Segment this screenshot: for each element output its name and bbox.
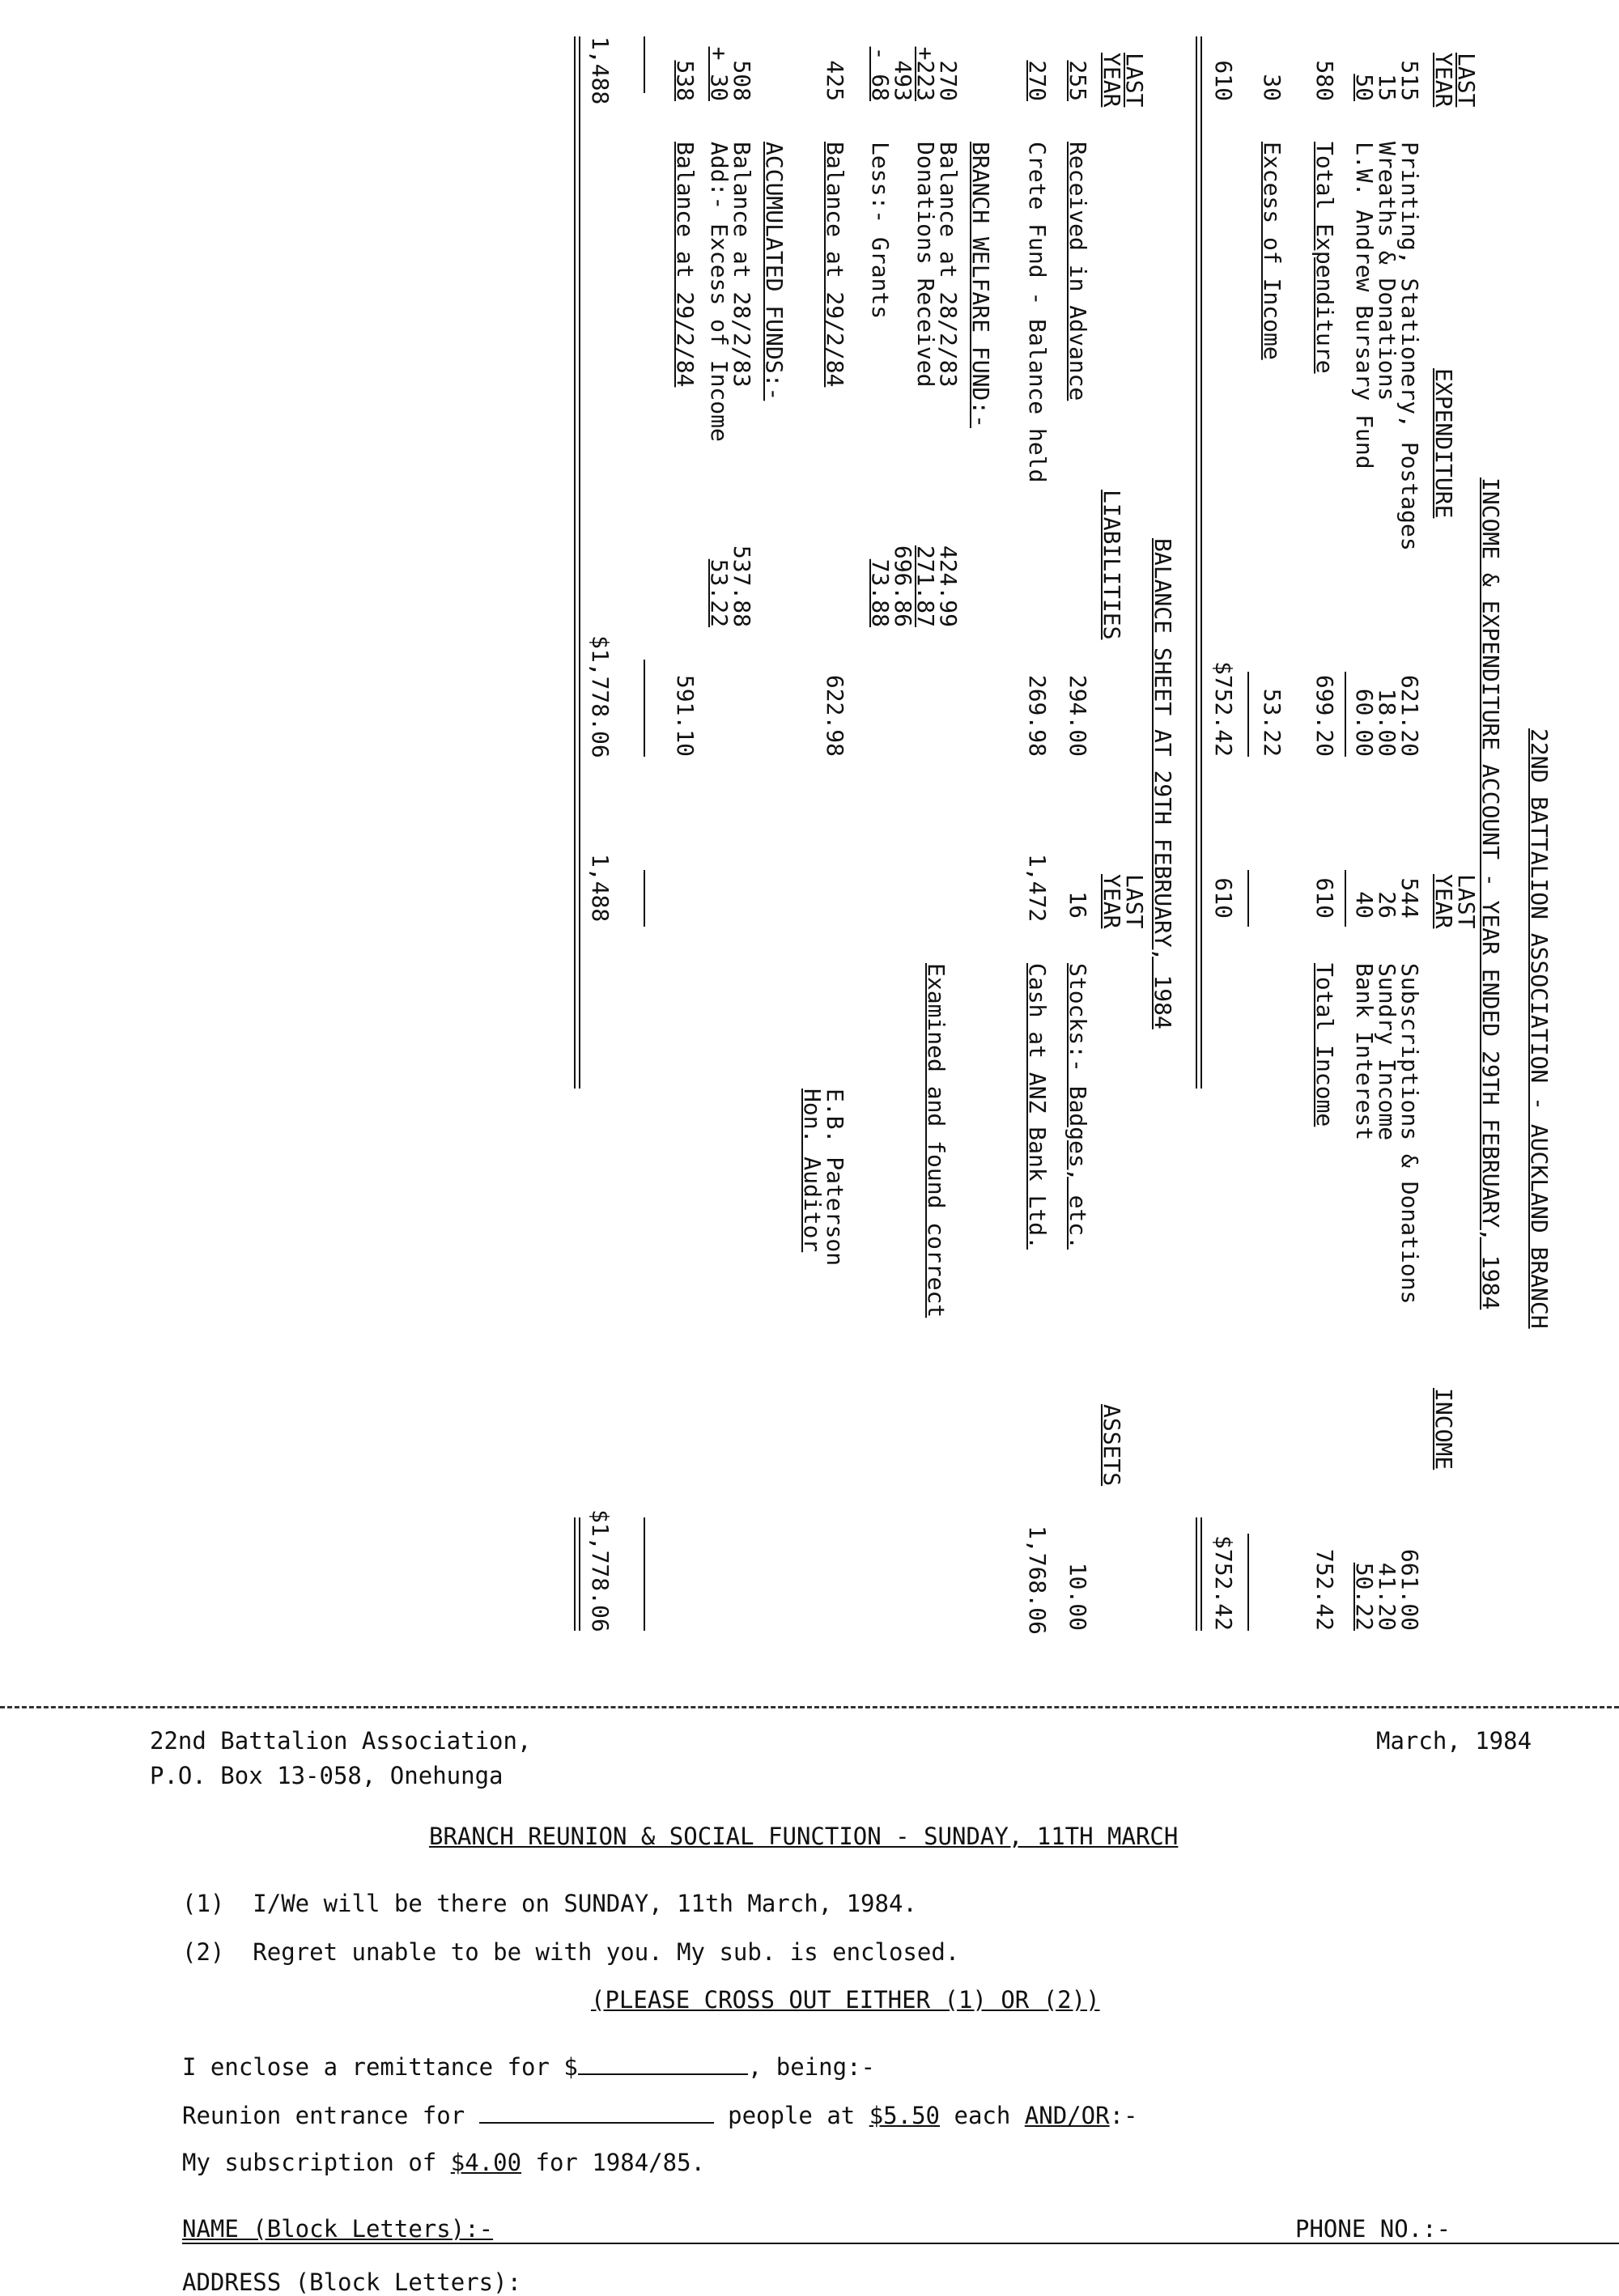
- crete-amount: 269.98: [1024, 674, 1051, 757]
- form-date: March, 1984: [1376, 1727, 1532, 1755]
- examined-text: Examined and found correct: [923, 963, 950, 1318]
- total-liab-last: 1,488: [587, 36, 614, 105]
- expenditure-amount: 60.00: [1351, 688, 1378, 757]
- stocks-label: Stocks:- Badges, etc.: [1064, 963, 1091, 1250]
- income-last: 544: [1396, 877, 1423, 919]
- cash-label: Cash at ANZ Bank Ltd.: [1024, 963, 1051, 1250]
- total-expenditure-amount: 699.20: [1311, 674, 1338, 757]
- remittance-suffix: , being:-: [747, 2053, 876, 2081]
- total-rule: [644, 36, 645, 93]
- accum-balance-amount: 591.10: [672, 674, 699, 757]
- welfare-last: - 68: [867, 46, 894, 101]
- entrance-line: [182, 2103, 1137, 2127]
- income-amount: 661.00: [1396, 1548, 1423, 1631]
- entrance-label: Reunion entrance for: [182, 2102, 479, 2129]
- total-expenditure-label: Total Expenditure: [1311, 142, 1338, 374]
- cash-amount: 1,768.06: [1024, 1526, 1051, 1635]
- welfare-sub: 424.99: [935, 545, 962, 627]
- welfare-heading: BRANCH WELFARE FUND:-: [967, 142, 994, 429]
- last-year-label: LAST: [1121, 53, 1148, 108]
- income-last: 26: [1374, 891, 1400, 919]
- grand-right-amount: $752.42: [1210, 1534, 1237, 1631]
- section-rule: [579, 36, 580, 1089]
- phone-label: PHONE NO.:-: [1295, 2215, 1451, 2243]
- accum-sub: 53.22: [706, 558, 733, 627]
- accum-label: Balance at 28/2/83: [729, 142, 755, 388]
- total-income-amount: 752.42: [1311, 1548, 1338, 1631]
- subtotal-rule: [1345, 672, 1346, 757]
- cut-line: [0, 1706, 1619, 1708]
- remittance-amount-field[interactable]: [578, 2054, 748, 2075]
- subscription-label: My subscription of: [182, 2149, 451, 2176]
- section-rule: [1196, 36, 1197, 1089]
- grand-right-last: 610: [1210, 877, 1237, 919]
- total-expenditure-last: 580: [1311, 60, 1338, 101]
- income-amount: 50.22: [1351, 1562, 1378, 1631]
- cross-out-note: (PLEASE CROSS OUT EITHER (1) OR (2)): [591, 1986, 1100, 2014]
- section-rule: [574, 36, 576, 1089]
- remittance-line: [182, 2053, 876, 2081]
- balance-sheet-title: BALANCE SHEET AT 29TH FEBRUARY, 1984: [1149, 538, 1176, 1029]
- accum-last: + 30: [706, 46, 733, 101]
- welfare-balance-label: Balance at 29/2/84: [822, 142, 848, 388]
- last-year-label: YEAR: [1098, 874, 1125, 929]
- assets-heading: ASSETS: [1098, 1404, 1125, 1487]
- total-rule: [1247, 870, 1249, 927]
- excess-last: 30: [1259, 74, 1285, 101]
- entrance-price: $5.50: [869, 2102, 941, 2129]
- cash-last: 1,472: [1024, 854, 1051, 923]
- expenditure-last: 515: [1396, 60, 1423, 101]
- section-rule: [579, 1517, 580, 1631]
- grand-left-last: 610: [1210, 60, 1237, 101]
- and-or-label: AND/OR: [1024, 2102, 1110, 2129]
- last-year-label: LAST: [1121, 874, 1148, 929]
- accum-sub: 537.88: [729, 545, 755, 627]
- welfare-label: Less:- Grants: [867, 142, 894, 320]
- accum-balance-label: Balance at 29/2/84: [672, 142, 699, 388]
- last-year-label: LAST: [1453, 53, 1480, 108]
- expenditure-heading: EXPENDITURE: [1430, 368, 1457, 519]
- grand-left-amount: $752.42: [1210, 660, 1237, 757]
- advance-last: 255: [1064, 60, 1091, 101]
- section-rule: [1196, 1517, 1197, 1631]
- advance-amount: 294.00: [1064, 674, 1091, 757]
- org-name: 22nd Battalion Association,: [150, 1727, 532, 1755]
- financial-statements: [12, 36, 1553, 1695]
- welfare-sub: 271.87: [912, 545, 939, 627]
- subscription-line: [182, 2151, 705, 2174]
- accum-heading: ACCUMULATED FUNDS:-: [761, 142, 788, 401]
- welfare-last: +223: [912, 46, 939, 101]
- liabilities-heading: LIABILITIES: [1098, 490, 1125, 640]
- crete-label: Crete Fund - Balance held: [1024, 142, 1051, 483]
- welfare-label: Balance at 28/2/83: [935, 142, 962, 388]
- total-rule: [1247, 672, 1249, 757]
- function-title: BRANCH REUNION & SOCIAL FUNCTION - SUNDAY, 11TH MARCH: [429, 1823, 1179, 1850]
- name-field[interactable]: [182, 2243, 1619, 2244]
- option-2[interactable]: (2) Regret unable to be with you. My sub. is enclosed.: [182, 1938, 960, 1966]
- accum-last: 508: [729, 60, 755, 101]
- welfare-sub: 696.86: [890, 545, 916, 627]
- expenditure-last: 15: [1374, 74, 1400, 101]
- people-count-field[interactable]: [479, 2103, 714, 2124]
- last-year-label: LAST: [1453, 874, 1480, 929]
- address-label: ADDRESS (Block Letters):: [182, 2268, 522, 2296]
- income-amount: 41.20: [1374, 1562, 1400, 1631]
- org-address: P.O. Box 13-058, Onehunga: [150, 1762, 504, 1789]
- total-income-last: 610: [1311, 877, 1338, 919]
- total-rule: [1247, 1534, 1249, 1631]
- expenditure-amount: 621.20: [1396, 674, 1423, 757]
- entrance-colon: :-: [1109, 2102, 1138, 2129]
- auditor-name: E.B. Paterson: [822, 1089, 848, 1267]
- total-rule: [644, 660, 645, 757]
- option-1[interactable]: (1) I/We will be there on SUNDAY, 11th March, 1984.: [182, 1890, 917, 1917]
- advance-label: Received in Advance: [1064, 142, 1091, 401]
- section-rule: [1200, 36, 1202, 1089]
- income-label: Bank Interest: [1351, 963, 1378, 1141]
- remittance-label: I enclose a remittance for $: [182, 2053, 578, 2081]
- total-assets-amount: $1,778.06: [587, 1509, 614, 1632]
- stocks-amount: 10.00: [1064, 1562, 1091, 1631]
- section-rule: [574, 1517, 576, 1631]
- stocks-last: 16: [1064, 891, 1091, 919]
- welfare-label: Donations Received: [912, 142, 939, 388]
- income-label: Sundry Income: [1374, 963, 1400, 1141]
- income-heading: INCOME: [1430, 1388, 1457, 1471]
- section-rule: [1200, 1517, 1202, 1631]
- total-liab-amount: $1,778.06: [587, 635, 614, 758]
- last-year-label: YEAR: [1430, 874, 1457, 929]
- crete-last: 270: [1024, 60, 1051, 101]
- welfare-balance-last: 425: [822, 60, 848, 101]
- income-label: Subscriptions & Donations: [1396, 963, 1423, 1305]
- total-rule: [644, 870, 645, 927]
- accum-balance-last: 538: [672, 60, 699, 101]
- income-last: 40: [1351, 891, 1378, 919]
- last-year-label: YEAR: [1430, 53, 1457, 108]
- subscription-year: for 1984/85.: [521, 2149, 706, 2176]
- welfare-sub: 73.88: [867, 558, 894, 627]
- entrance-each: each: [940, 2102, 1025, 2129]
- total-assets-last: 1,488: [587, 854, 614, 923]
- welfare-balance-amount: 622.98: [822, 674, 848, 757]
- expenditure-amount: 18.00: [1374, 688, 1400, 757]
- last-year-label: YEAR: [1098, 53, 1125, 108]
- total-income-label: Total Income: [1311, 963, 1338, 1127]
- expenditure-label: Wreaths & Donations: [1374, 142, 1400, 401]
- association-title: 22ND BATTALION ASSOCIATION - AUCKLAND BRANCH: [1526, 728, 1553, 1329]
- accum-label: Add:- Excess of Income: [706, 142, 733, 442]
- welfare-last: 270: [935, 60, 962, 101]
- excess-label: Excess of Income: [1259, 142, 1285, 360]
- entrance-people: people at: [713, 2102, 869, 2129]
- subtotal-rule: [1345, 870, 1346, 927]
- name-label: NAME (Block Letters):-: [182, 2215, 494, 2243]
- welfare-last: 493: [890, 60, 916, 101]
- total-rule: [644, 1517, 645, 1631]
- subscription-price: $4.00: [450, 2149, 522, 2176]
- auditor-title: Hon. Auditor: [799, 1089, 826, 1253]
- expenditure-label: Printing, Stationery, Postages: [1396, 142, 1423, 551]
- excess-amount: 53.22: [1259, 688, 1285, 757]
- account-title: INCOME & EXPENDITURE ACCOUNT - YEAR ENDED 29TH FEBRUARY, 1984: [1477, 477, 1504, 1310]
- expenditure-last: 50: [1351, 74, 1378, 101]
- expenditure-label: L.W. Andrew Bursary Fund: [1351, 142, 1378, 469]
